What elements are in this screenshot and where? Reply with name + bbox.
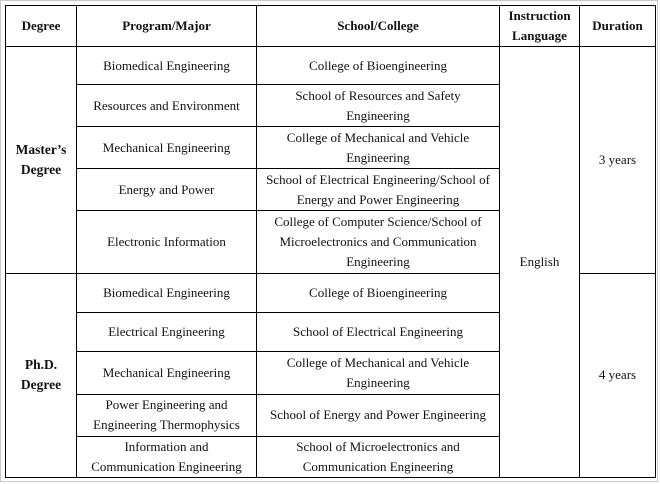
header-language: Instruction Language (500, 6, 580, 47)
masters-duration-cell: 3 years (580, 47, 656, 273)
header-school: School/College (257, 6, 500, 47)
school-cell: School of Microelectronics and Communication Engineering (257, 436, 500, 477)
program-cell: Information and Communication Engineering (77, 436, 257, 477)
program-cell: Biomedical Engineering (77, 47, 257, 85)
program-cell: Power Engineering and Engineering Thermophysics (77, 394, 257, 436)
school-cell: College of Mechanical and Vehicle Engineering (257, 351, 500, 394)
table-row (6, 47, 656, 85)
programs-table (5, 5, 656, 478)
header-degree: Degree (6, 6, 77, 47)
school-cell: School of Electrical Engineering/School of Energy and Power Engineering (257, 169, 500, 211)
school-cell: School of Resources and Safety Engineering (257, 85, 500, 127)
header-row (6, 6, 656, 47)
program-cell: Energy and Power (77, 169, 257, 211)
header-program: Program/Major (77, 6, 257, 47)
program-cell: Electronic Information (77, 211, 257, 273)
header-duration: Duration (580, 6, 656, 47)
school-cell: College of Mechanical and Vehicle Engineering (257, 127, 500, 169)
school-cell: College of Computer Science/School of Microelectronics and Communication Engineering (257, 211, 500, 273)
program-cell: Biomedical Engineering (77, 273, 257, 312)
language-cell: English (500, 47, 580, 478)
school-cell: College of Bioengineering (257, 273, 500, 312)
masters-degree-cell: Master’s Degree (6, 47, 77, 273)
program-cell: Electrical Engineering (77, 312, 257, 351)
phd-duration-cell: 4 years (580, 273, 656, 477)
program-cell: Resources and Environment (77, 85, 257, 127)
program-cell: Mechanical Engineering (77, 127, 257, 169)
phd-degree-cell: Ph.D. Degree (6, 273, 77, 477)
school-cell: School of Energy and Power Engineering (257, 394, 500, 436)
school-cell: College of Bioengineering (257, 47, 500, 85)
school-cell: School of Electrical Engineering (257, 312, 500, 351)
program-cell: Mechanical Engineering (77, 351, 257, 394)
